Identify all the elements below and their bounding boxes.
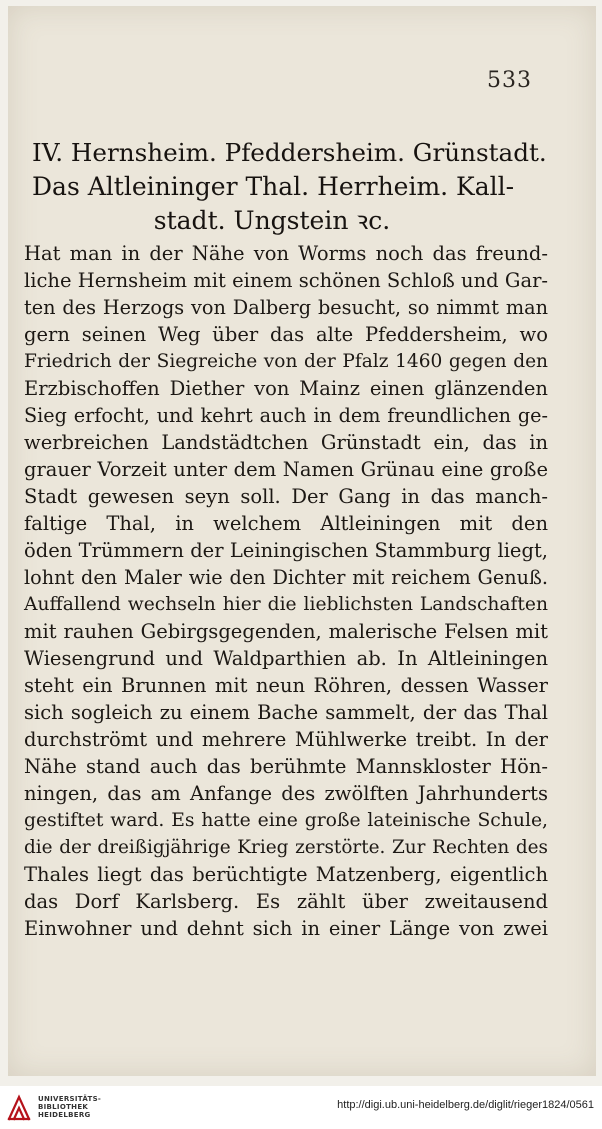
library-name-line: UNIVERSITÄTS- [38,1095,102,1103]
text-line: lohnt den Maler wie den Dichter mit reichem Genuß. [24,566,548,589]
heading-line: IV. Hernsheim. Pfeddersheim. Grünstadt. [32,138,547,167]
library-name [38,1095,101,1119]
text-line: durchströmt und mehrere Mühlwerke treibt. In der [24,728,548,751]
text-line: ningen, das am Anfange des zwölften Jahrhunderts [24,782,548,805]
text-line: Hat man in der Nähe von Worms noch das freund- [24,242,548,265]
heading-line: Das Altleininger Thal. Herrheim. Kall- [32,172,515,201]
text-line: faltige Thal, in welchem Altleiningen mit den [24,512,548,535]
text-line: grauer Vorzeit unter dem Namen Grünau eine große [24,458,548,481]
text-line: Erzbischoffen Diether von Mainz einen glänzenden [24,377,548,400]
footer-bar [0,1086,602,1129]
text-line: sich sogleich zu einem Bache sammelt, der das Thal [24,701,548,724]
text-line: Nähe stand auch das berühmte Mannskloster Hön- [24,755,548,778]
body-text [24,240,548,942]
text-line: die der dreißigjährige Krieg zerstörte. Zur Rechten des [24,837,548,858]
text-line: das Dorf Karlsberg. Es zählt über zweitausend [24,890,548,913]
permalink-url[interactable]: http://digi.ub.uni-heidelberg.de/diglit/rieger1824/0561 [337,1099,594,1111]
text-line: mit rauhen Gebirgsgegenden, malerische Felsen mit [24,620,548,643]
text-line: Thales liegt das berüchtigte Matzenberg, eigentlich [24,863,548,886]
university-logo-icon [6,1092,32,1122]
chapter-heading [32,136,552,238]
text-line: gern seinen Weg über das alte Pfeddersheim, wo [24,323,548,346]
text-line: steht ein Brunnen mit neun Röhren, dessen Wasser [24,674,548,697]
library-name-line: HEIDELBERG [38,1111,91,1119]
text-line: Auffallend wechseln hier die lieblichsten Landschaften [24,594,548,615]
text-line: werbreichen Landstädtchen Grünstadt ein, das in [24,431,548,454]
text-line: ten des Herzogs von Dalberg besucht, so nimmt man [24,296,548,319]
scanned-page [8,6,596,1076]
text-line: Stadt gewesen seyn soll. Der Gang in das manch- [24,485,548,508]
text-line: gestiftet ward. Es hatte eine große lateinische Schule, [24,810,548,831]
text-line: Einwohner und dehnt sich in einer Länge von zwei [24,917,548,940]
text-line: Wiesengrund und Waldparthien ab. In Altleiningen [24,647,548,670]
text-line: Friedrich der Siegreiche von der Pfalz 1460 gegen den [24,351,548,372]
heading-line: stadt. Ungstein ꝛc. [153,206,391,235]
text-line: liche Hernsheim mit einem schönen Schloß und Gar- [24,269,548,292]
text-line: öden Trümmern der Leiningischen Stammburg liegt, [24,539,548,562]
text-line: Sieg erfocht, und kehrt auch in dem freundlichen ge- [24,404,548,427]
library-name-line: BIBLIOTHEK [38,1103,89,1111]
page-number: 533 [487,68,532,93]
